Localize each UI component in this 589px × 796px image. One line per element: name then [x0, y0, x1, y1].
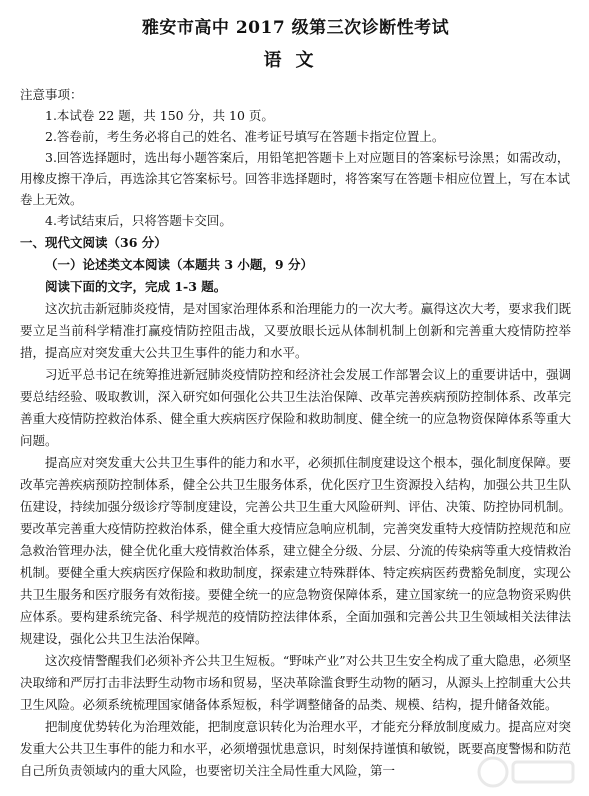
note-item: 2.答卷前，考生务必将自己的姓名、准考证号填写在答题卡指定位置上。	[45, 129, 445, 144]
note-item: 4.考试结束后，只将答题卡交回。	[45, 213, 232, 228]
passage-paragraph: 这次抗击新冠肺炎疫情，是对国家治理体系和治理能力的一次大考。赢得这次大考，要求我们既要立足当前科学精准打赢疫情防控阻击战，又要放眼长远从体制机制上创新和完善重大疫情防控举措，提高应对突发重大公共卫生事件的能力和水平。	[20, 301, 571, 360]
section-heading: 一、现代文阅读（36 分）	[20, 235, 167, 250]
reading-instruction: 阅读下面的文字，完成 1-3 题。	[45, 279, 227, 294]
subject-title: 语文	[263, 50, 328, 71]
passage-paragraph: 习近平总书记在统筹推进新冠肺炎疫情防控和经济社会发展工作部署会议上的重要讲话中，强调要总结经验、吸取教训，深入研究如何强化公共卫生法治保障、改革完善疾病预防控制体系、改革完善重大疫情防控救治体系、健全重大疾病医疗保险和救助制度、健全统一的应急物资保障体系等重大问题。	[20, 367, 571, 448]
note-item: 1.本试卷 22 题，共 150 分，共 10 页。	[45, 108, 274, 123]
subsection-heading: （一）论述类文本阅读（本题共 3 小题，9 分）	[45, 257, 313, 272]
note-item: 3.回答选择题时，选出每小题答案后，用铅笔把答题卡上对应题目的答案标号涂黑；如需改动，用橡皮擦干净后，再选涂其它答案标号。回答非选择题时，将答案写在答题卡相应位置上，写在本试卷上无效。	[20, 150, 571, 207]
exam-title: 雅安市高中 2017 级第三次诊断性考试	[141, 18, 450, 38]
watermark-icon	[473, 752, 583, 792]
passage-paragraph: 把制度优势转化为治理效能，把制度意识转化为治理水平，才能充分释放制度威力。提高应对突发重大公共卫生事件的能力和水平，必须增强忧患意识，时刻保持谨慎和敏锐，既要高度警惕和防范自己所负责领域内的重大风险，也要密切关注全局性重大风险，第一	[20, 719, 571, 778]
passage-paragraph: 提高应对突发重大公共卫生事件的能力和水平，必须抓住制度建设这个根本，强化制度保障。要改革完善疾病预防控制体系，健全公共卫生服务体系，优化医疗卫生资源投入结构，加强公共卫生队伍建设，持续加强分级诊疗等制度建设，完善公共卫生重大风险研判、评估、决策、防控协同机制。要改革完善重大疫情防控救治体系，健全重大疫情应急响应机制，完善突发重特大疫情防控规范和应急救治管理办法，健全优化重大疫情救治体系，建立健全分级、分层、分流的传染病等重大疫情救治机制。要健全重大疾病医疗保险和救助制度，探索建立特殊群体、特定疾病医药费豁免制度，实现公共卫生服务和医疗服务有效衔接。要健全统一的应急物资保障体系，建立国家统一的应急物资采购供应体系。要构建系统完备、科学规范的疫情防控法律体系，全面加强和完善公共卫生领域相关法律法规建设，强化公共卫生法治保障。	[20, 455, 571, 646]
notes-heading: 注意事项：	[20, 87, 83, 102]
passage-paragraph: 这次疫情警醒我们必须补齐公共卫生短板。“野味产业”对公共卫生安全构成了重大隐患，必须坚决取缔和严厉打击非法野生动物市场和贸易，坚决革除滥食野生动物的陋习，从源头上控制重大公共卫生风险。必须系统梳理国家储备体系短板，科学调整储备的品类、规模、结构，提升储备效能。	[20, 653, 571, 712]
